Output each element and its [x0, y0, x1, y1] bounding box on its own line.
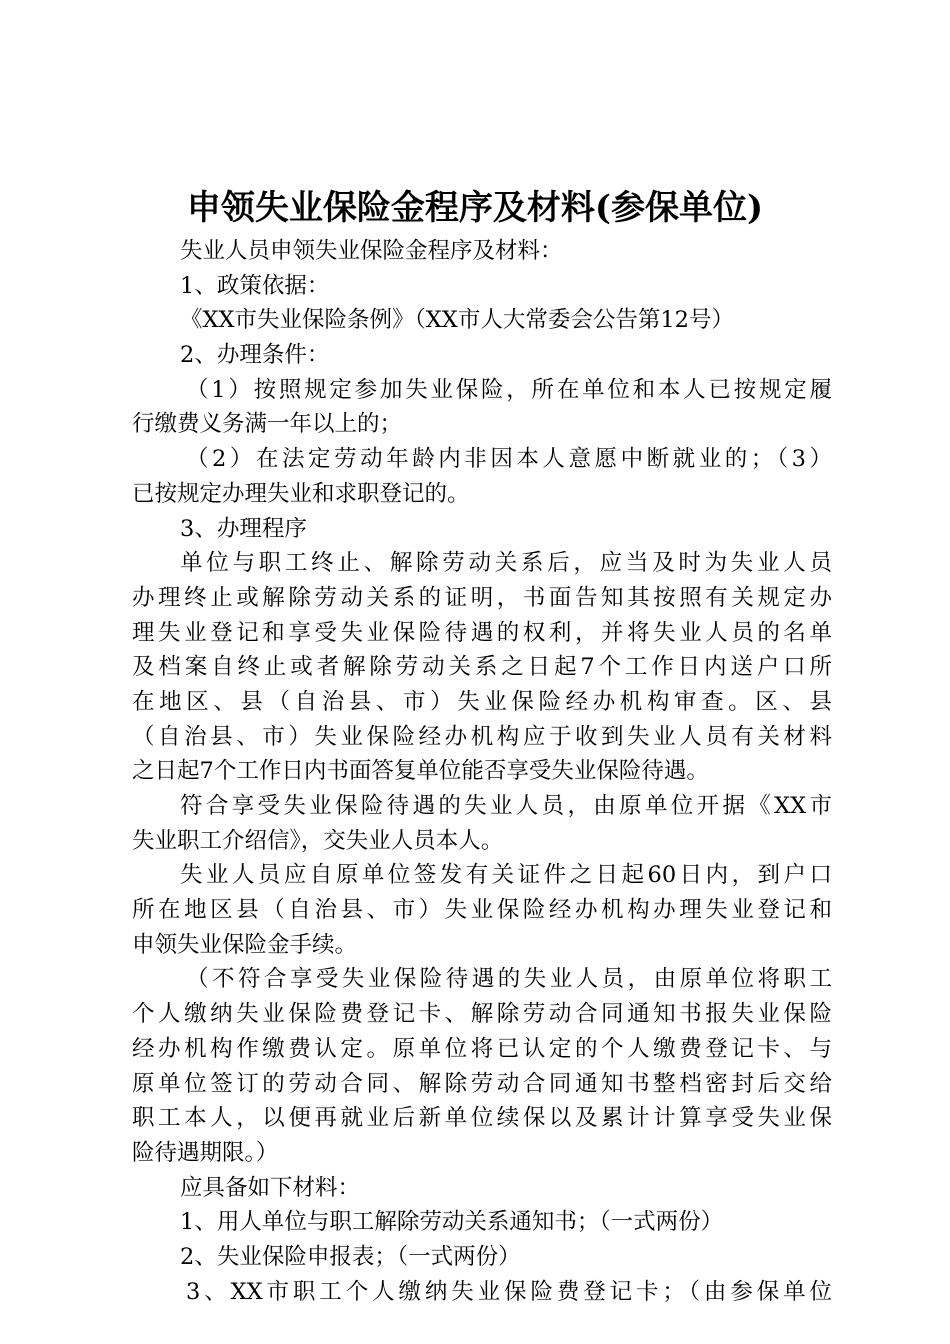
text-line: 险待遇期限。） — [132, 1139, 279, 1166]
text-line: 经办机构作缴费认定。原单位将已认定的个人缴费登记卡、与 — [132, 1035, 832, 1062]
text-line: 个人缴纳失业保险费登记卡、解除劳动合同通知书报失业保险 — [132, 1001, 832, 1028]
text-line: 职工本人，以便再就业后新单位续保以及累计计算享受失业保 — [132, 1105, 832, 1132]
text-line: 失业人员申领失业保险金程序及材料： — [180, 238, 563, 264]
text-line: （2）在法定劳动年龄内非因本人意愿中断就业的；（3） — [186, 446, 832, 473]
document-title: 申领失业保险金程序及材料(参保单位) — [186, 188, 764, 228]
text-line: 符合享受失业保险待遇的失业人员，由原单位开据《XX市 — [180, 793, 832, 819]
text-line: 应具备如下材料： — [180, 1174, 361, 1201]
text-line: （不符合享受失业保险待遇的失业人员，由原单位将职工 — [186, 966, 832, 993]
text-line: 办理终止或解除劳动关系的证明，书面告知其按照有关规定办 — [132, 584, 832, 611]
text-line: （自治县、市）失业保险经办机构应于收到失业人员有关材料 — [132, 723, 832, 750]
document-body — [132, 234, 832, 1309]
text-line: 行缴费义务满一年以上的； — [132, 411, 403, 438]
text-line: 之日起7个工作日内书面答复单位能否享受失业保险待遇。 — [132, 758, 709, 785]
text-line: 理失业登记和享受失业保险待遇的权利，并将失业人员的名单 — [132, 619, 832, 646]
text-line: 所在地区县（自治县、市）失业保险经办机构办理失业登记和 — [132, 897, 832, 924]
text-line: 3、办理程序 — [180, 515, 307, 542]
text-line: 及档案自终止或者解除劳动关系之日起7个工作日内送户口所 — [132, 654, 832, 681]
text-line: 3、XX市职工个人缴纳失业保险费登记卡；（由参保单位 — [186, 1278, 832, 1305]
text-line: 1、政策依据： — [180, 272, 330, 299]
text-line: 申领失业保险金手续。 — [132, 931, 358, 958]
text-line: 失业人员应自原单位签发有关证件之日起60日内，到户口 — [180, 862, 832, 889]
text-line: 2、失业保险申报表；（一式两份） — [180, 1243, 521, 1270]
text-line: 单位与职工终止、解除劳动关系后，应当及时为失业人员 — [180, 550, 832, 577]
text-line: 1、用人单位与职工解除劳动关系通知书；（一式两份） — [180, 1209, 724, 1236]
text-line: 2、办理条件： — [180, 342, 330, 369]
text-line: 已按规定办理失业和求职登记的。 — [132, 480, 470, 507]
text-line: 原单位签订的劳动合同、解除劳动合同通知书整档密封后交给 — [132, 1070, 832, 1097]
text-line: 《XX市失业保险条例》（XX市人大常委会公告第12号） — [180, 307, 734, 334]
text-line: （1）按照规定参加失业保险，所在单位和本人已按规定履 — [186, 376, 832, 403]
text-line: 失业职工介绍信》，交失业人员本人。 — [132, 827, 504, 854]
text-line: 在地区、县（自治县、市）失业保险经办机构审查。区、县 — [132, 688, 832, 715]
